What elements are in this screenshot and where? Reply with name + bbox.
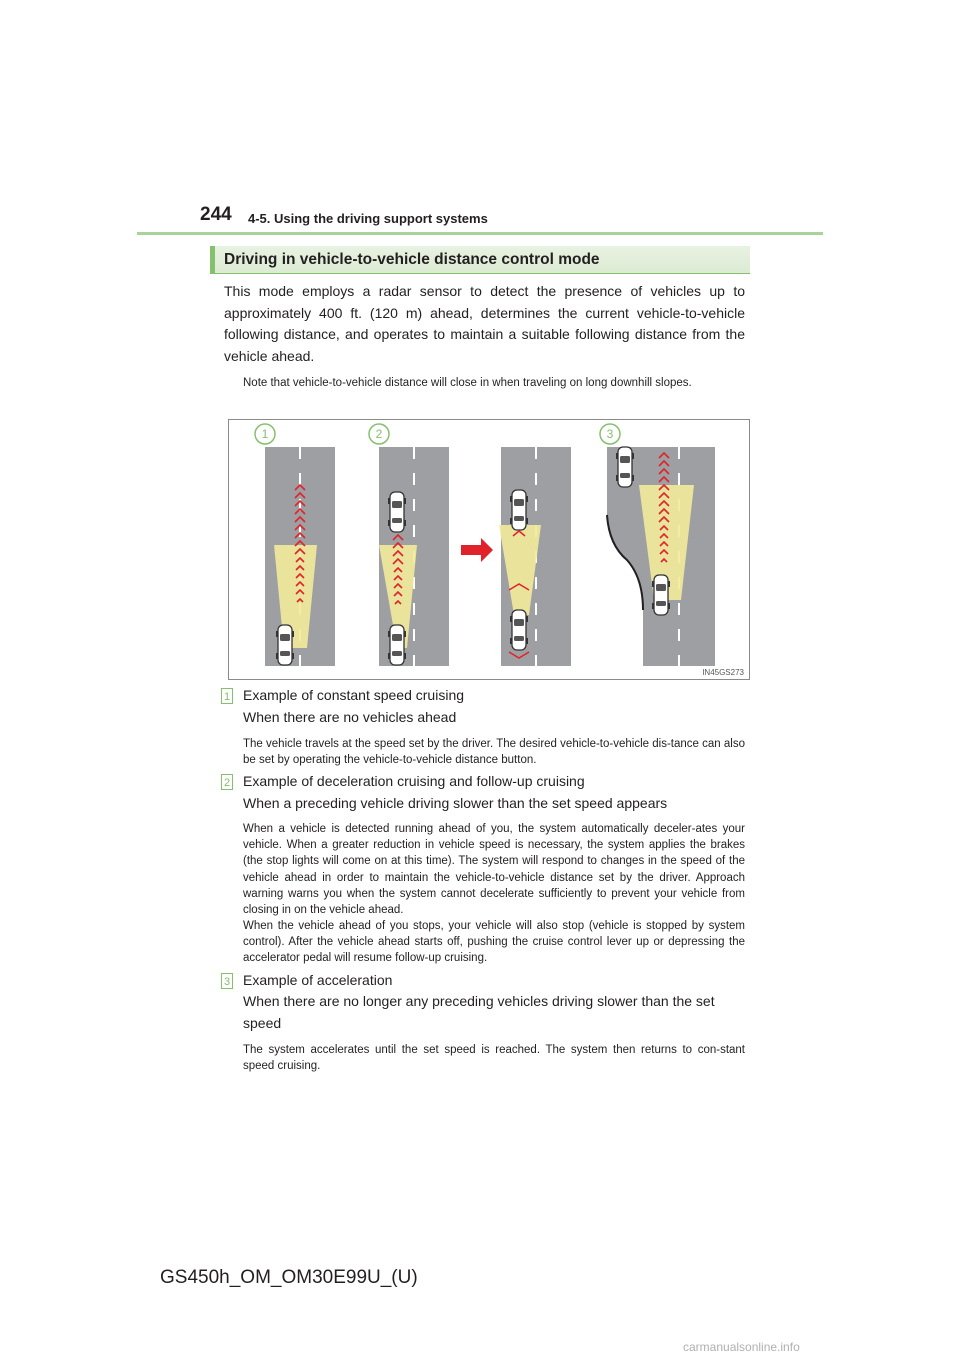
figure-marker-2: 2	[375, 427, 383, 441]
header-rule	[137, 232, 823, 235]
item-2-title: Example of deceleration cruising and follow-up cruising	[243, 773, 585, 789]
item-2-subtitle: When a preceding vehicle driving slower than the set speed appears	[243, 795, 668, 811]
transition-arrow	[461, 538, 493, 562]
note-paragraph: Note that vehicle-to-vehicle distance will close in when traveling on long downhill slopes.	[243, 377, 692, 389]
own-vehicle-2b	[510, 610, 528, 650]
section-title: Driving in vehicle-to-vehicle distance control mode	[224, 251, 600, 268]
preceding-vehicle-2b	[510, 490, 528, 530]
own-vehicle-1	[276, 625, 294, 665]
figure-code: IN45GS273	[702, 668, 744, 677]
document-id: GS450h_OM_OM30E99U_(U)	[160, 1267, 418, 1288]
own-vehicle-3	[652, 575, 670, 615]
item-2-description: When a vehicle is detected running ahead of you, the system automatically deceler-ates your vehicle. When a greater reduction in vehicle speed is necessary, the system applies the brakes (the stop lights will come on at this time). The system will respond to changes in the speed of the vehicle ahead in order to maintain the vehicle-to-vehicle distance set by the driver. Approach warning warns you when the system cannot decelerate sufficiently to prevent your vehicle from closing in on the vehicle ahead.	[243, 823, 745, 917]
chapter-title: 4-5. Using the driving support systems	[248, 211, 488, 226]
item-3-subtitle: When there are no longer any preceding vehicles driving slower than the set speed	[243, 993, 715, 1031]
figure-marker-3: 3	[606, 427, 614, 441]
item-1-marker: 1	[221, 688, 233, 704]
item-1-title: Example of constant speed cruising	[243, 687, 465, 703]
preceding-vehicle-2	[388, 492, 406, 532]
section-title-bar	[210, 246, 750, 274]
item-3-marker: 3	[221, 973, 233, 989]
figure-marker-1: 1	[261, 427, 269, 441]
item-2-marker: 2	[221, 774, 233, 790]
item-3-title: Example of acceleration	[243, 972, 393, 988]
acc-illustration-svg	[229, 420, 749, 679]
acc-illustration	[228, 419, 750, 680]
item-1-description: The vehicle travels at the speed set by the driver. The desired vehicle-to-vehicle dis-tance can also be set by operating the vehicle-to-vehicle distance button.	[243, 738, 745, 767]
item-1-subtitle: When there are no vehicles ahead	[243, 709, 457, 725]
item-3-description: The system accelerates until the set speed is reached. The system then returns to con-stant speed cruising.	[243, 1044, 745, 1073]
intro-paragraph: This mode employs a radar sensor to detect the presence of vehicles up to approximately 400 ft. (120 m) ahead, determines the current vehicle-to-vehicle following distance, and operates to maintain a suitable following distance from the vehicle ahead.	[224, 283, 745, 364]
watermark: carmanualsonline.info	[683, 1340, 800, 1354]
item-2-description-2: When the vehicle ahead of you stops, your vehicle will also stop (vehicle is stopped by system control). After the vehicle ahead starts off, pushing the cruise control lever up or depressing the accelerator pedal will resume follow-up cruising.	[243, 920, 745, 965]
exiting-vehicle-3	[616, 447, 634, 487]
page-number: 244	[200, 204, 232, 225]
own-vehicle-2	[388, 625, 406, 665]
